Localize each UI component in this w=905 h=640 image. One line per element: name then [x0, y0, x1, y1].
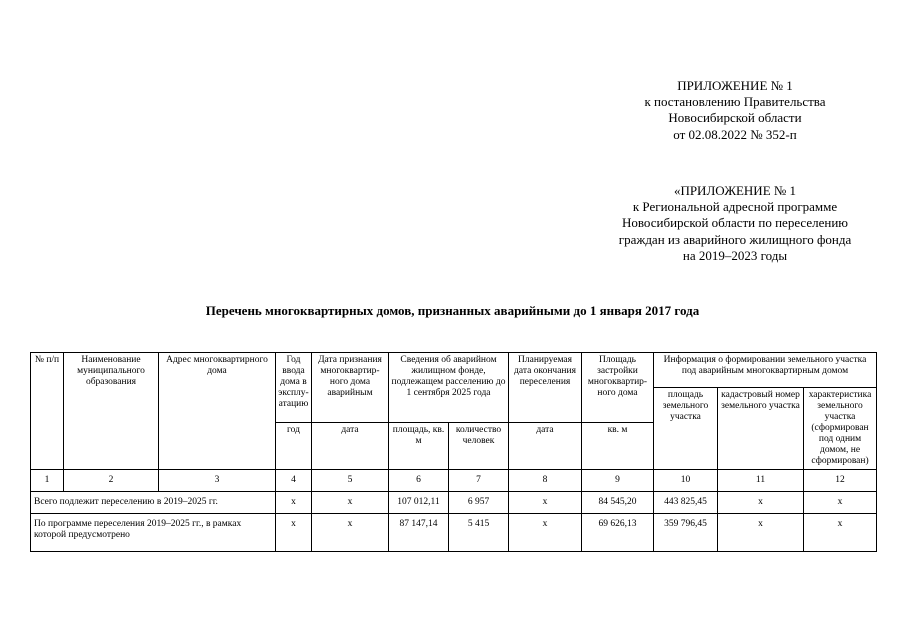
- unit-planned-date: дата: [509, 423, 582, 470]
- cell-cadastral: х: [718, 514, 804, 552]
- appendix-header-line: ПРИЛОЖЕНИЕ № 1: [677, 78, 793, 93]
- cell-land-area: 443 825,45: [654, 492, 718, 514]
- program-appendix-line: на 2019–2023 годы: [682, 247, 788, 263]
- header-year-commissioned: Год ввода дома в эксплу-атацию: [276, 353, 312, 423]
- cell-area: 87 147,14: [389, 514, 449, 552]
- cell-area: 107 012,11: [389, 492, 449, 514]
- header-land-info: Информация о формировании земельного участка под аварийным многоквартирным домом: [654, 353, 877, 388]
- header-land-character: характеристика земельного участка (сформирован под одним домом, не сформирован): [804, 388, 877, 470]
- column-number: 10: [654, 470, 718, 492]
- header-fund-info: Сведения об аварийном жилищном фонде, подлежащем расселению до 1 сентября 2025 года: [389, 353, 509, 423]
- cell-year: х: [276, 514, 312, 552]
- unit-year: год: [276, 423, 312, 470]
- table-row: [31, 514, 877, 552]
- cell-date: х: [312, 492, 389, 514]
- cell-date: х: [312, 514, 389, 552]
- cell-building-area: 69 626,13: [582, 514, 654, 552]
- unit-count: количество человек: [449, 423, 509, 470]
- appendix-header-line: от 02.08.2022 № 352-п: [673, 126, 797, 142]
- unit-area: площадь, кв. м: [389, 423, 449, 470]
- cell-planned: х: [509, 514, 582, 552]
- cell-people: 6 957: [449, 492, 509, 514]
- row-label: Всего подлежит переселению в 2019–2025 гг.: [31, 492, 276, 514]
- unit-building-area: кв. м: [582, 423, 654, 470]
- header-num: № п/п: [31, 353, 64, 470]
- program-appendix-line: Новосибирской области по переселению: [621, 215, 848, 231]
- column-number: 7: [449, 470, 509, 492]
- appendix-header-line: Новосибирской области: [668, 110, 802, 126]
- column-numbers-row: [31, 470, 877, 492]
- header-date-declared: Дата признания многоквартир-ного дома аварийным: [312, 353, 389, 423]
- header-building-area: Площадь застройки многоквартир-ного дома: [582, 353, 654, 423]
- column-number: 4: [276, 470, 312, 492]
- cell-people: 5 415: [449, 514, 509, 552]
- table-header-row: [31, 353, 877, 388]
- document-title: Перечень многоквартирных домов, признанных аварийными до 1 января 2017 года: [205, 303, 700, 318]
- table-row: [31, 492, 877, 514]
- cell-year: х: [276, 492, 312, 514]
- housing-table: [30, 352, 877, 552]
- cell-planned: х: [509, 492, 582, 514]
- column-number: 11: [718, 470, 804, 492]
- header-municipality: Наименование муниципального образования: [64, 353, 159, 470]
- cell-cadastral: х: [718, 492, 804, 514]
- cell-land-area: 359 796,45: [654, 514, 718, 552]
- column-number: 2: [64, 470, 159, 492]
- column-number: 9: [582, 470, 654, 492]
- cell-character: х: [804, 492, 877, 514]
- appendix-header-line: к постановлению Правительства: [644, 94, 826, 110]
- header-planned-date: Планируемая дата окончания переселения: [509, 353, 582, 423]
- cell-building-area: 84 545,20: [582, 492, 654, 514]
- column-number: 12: [804, 470, 877, 492]
- program-appendix-header: [580, 183, 890, 264]
- appendix-header: [600, 78, 870, 143]
- unit-date: дата: [312, 423, 389, 470]
- row-label: По программе переселения 2019–2025 гг., в рамках которой предусмотрено: [31, 514, 276, 552]
- program-appendix-line: «ПРИЛОЖЕНИЕ № 1: [673, 183, 797, 198]
- column-number: 6: [389, 470, 449, 492]
- header-address: Адрес многоквартирного дома: [159, 353, 276, 470]
- header-land-area: площадь земельного участка: [654, 388, 718, 470]
- column-number: 1: [31, 470, 64, 492]
- cell-character: х: [804, 514, 877, 552]
- program-appendix-line: к Региональной адресной программе: [632, 199, 838, 215]
- header-cadastral: кадастровый номер земельного участка: [718, 388, 804, 470]
- column-number: 8: [509, 470, 582, 492]
- column-number: 5: [312, 470, 389, 492]
- column-number: 3: [159, 470, 276, 492]
- program-appendix-line: граждан из аварийного жилищного фонда: [618, 231, 852, 247]
